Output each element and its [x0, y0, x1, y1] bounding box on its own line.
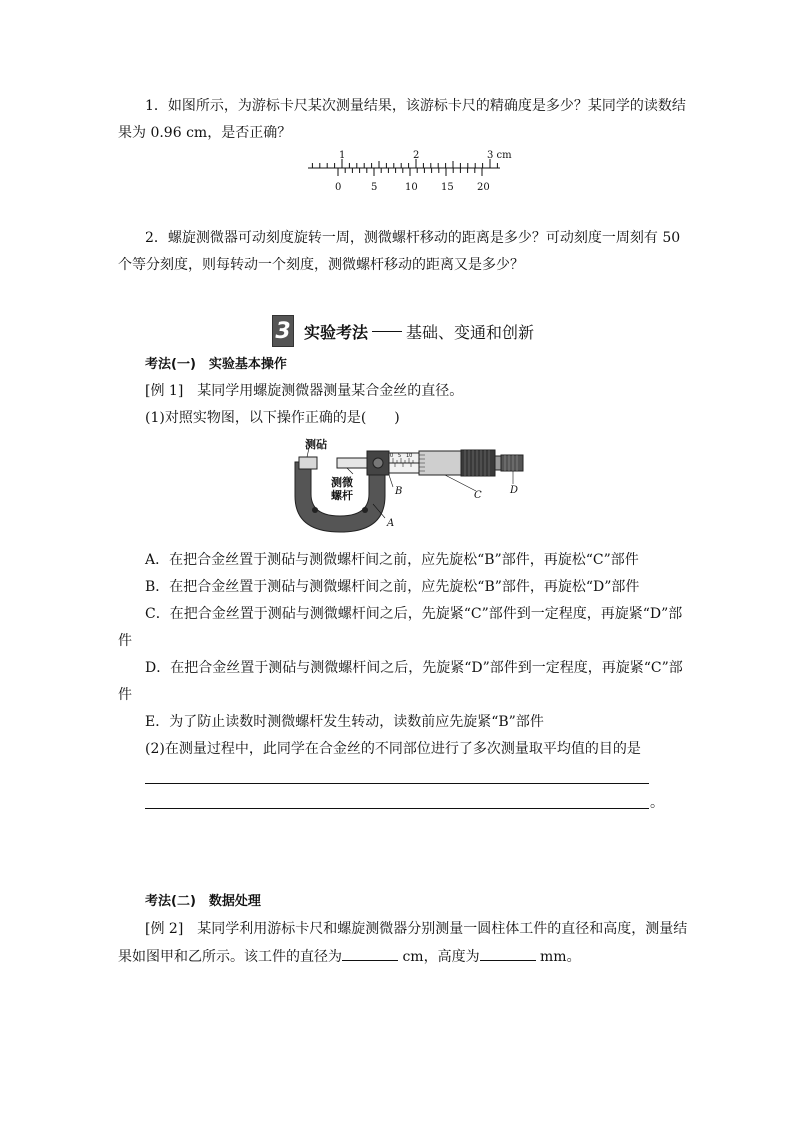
main-scale-label: 2 [413, 150, 420, 161]
answer-blank-line-2[interactable] [145, 808, 649, 809]
example2-line2-b: cm，高度为 [398, 949, 480, 965]
example2-line1 [145, 919, 687, 939]
q2-line2: 个等分刻度，则每转动一个刻度，测微螺杆移动的距离又是多少？ [118, 257, 524, 273]
section-banner [272, 314, 534, 348]
example2-line2 [118, 946, 581, 967]
example1-text: 某同学用螺旋测微器测量某合金丝的直径。 [183, 383, 464, 399]
spindle-label-2: 螺杆 [331, 489, 353, 502]
q2-line1: 2．螺旋测微器可动刻度旋转一周，测微螺杆移动的距离是多少？可动刻度一周刻有 50 [145, 230, 681, 246]
sub2-text: (2)在测量过程中，此同学在合金丝的不同部位进行了多次测量取平均值的目的是 [145, 741, 641, 757]
option-b: B．在把合金丝置于测砧与测微螺杆间之前，应先旋松“B”部件，再旋松“D”部件 [145, 579, 640, 595]
option-d-line2: 件 [118, 687, 132, 703]
example2-line2-c: mm。 [535, 949, 581, 965]
option-c-line2: 件 [118, 633, 132, 649]
vernier-caliper-figure [300, 148, 520, 196]
option-c-line1: C．在把合金丝置于测砧与测微螺杆间之后，先旋紧“C”部件到一定程度，再旋紧“D”部 [145, 606, 683, 622]
vernier-label: 10 [405, 182, 418, 193]
part-label-c: C [474, 490, 482, 501]
micrometer-scale-mark: 10 [406, 453, 413, 459]
answer-end-mark: 。 [650, 795, 664, 811]
knurled-grip [461, 450, 495, 476]
vernier-label: 20 [477, 182, 490, 193]
example1-line [145, 381, 463, 401]
vernier-label: 0 [335, 182, 342, 193]
method2-heading: 考法(二) 数据处理 [145, 894, 261, 909]
vernier-scale [338, 168, 482, 176]
thimble-c [419, 451, 461, 475]
main-scale-label: 1 [339, 150, 346, 161]
anvil [299, 457, 317, 469]
frame-screw-right [362, 507, 368, 513]
answer-blank-line-1[interactable] [145, 783, 649, 784]
example2-label: [例 2] [145, 921, 184, 937]
vernier-label: 15 [441, 182, 454, 193]
method1-heading: 考法(一) 实验基本操作 [145, 357, 287, 372]
micrometer-scale-mark: 0 [390, 453, 394, 459]
option-a: A．在把合金丝置于测砧与测微螺杆间之前，应先旋松“B”部件，再旋松“C”部件 [145, 552, 639, 568]
main-scale-label: 3 cm [487, 150, 512, 161]
option-e: E．为了防止读数时测微螺杆发生转动，读数前应先旋紧“B”部件 [145, 714, 544, 730]
spindle-label-1: 测微 [331, 476, 353, 489]
part-label-d: D [510, 485, 519, 496]
section-title: 实验考法 [304, 322, 369, 342]
example2-text: 某同学利用游标卡尺和螺旋测微器分别测量一圆柱体工件的直径和高度，测量结 [183, 921, 688, 937]
section-number: 3 [272, 315, 294, 347]
part-label-a: A [387, 518, 395, 529]
example1-label: [例 1] [145, 383, 184, 399]
micrometer-scale-mark: 5 [398, 453, 402, 459]
diameter-blank[interactable] [342, 946, 398, 961]
frame-screw-left [312, 507, 318, 513]
q1-line1: 1．如图所示，为游标卡尺某次测量结果，该游标卡尺的精确度是多少？某同学的读数结 [145, 98, 686, 114]
vernier-label: 5 [371, 182, 378, 193]
example1-sub1: (1)对照实物图，以下操作正确的是( ) [145, 410, 400, 426]
q1-line2: 果为 0.96 cm，是否正确？ [118, 125, 292, 141]
example2-line2-a: 果如图甲和乙所示。该工件的直径为 [118, 949, 342, 965]
anvil-label: 测砧 [305, 438, 327, 451]
section-dash [372, 331, 402, 332]
section-subtitle: 基础、变通和创新 [406, 322, 535, 342]
micrometer-figure [285, 434, 535, 534]
option-d-line1: D．在把合金丝置于测砧与测微螺杆间之后，先旋紧“D”部件到一定程度，再旋紧“C”部 [145, 660, 683, 676]
ratchet-d [495, 456, 501, 470]
height-blank[interactable] [480, 946, 536, 961]
part-label-b: B [395, 486, 403, 497]
main-scale [308, 159, 500, 168]
